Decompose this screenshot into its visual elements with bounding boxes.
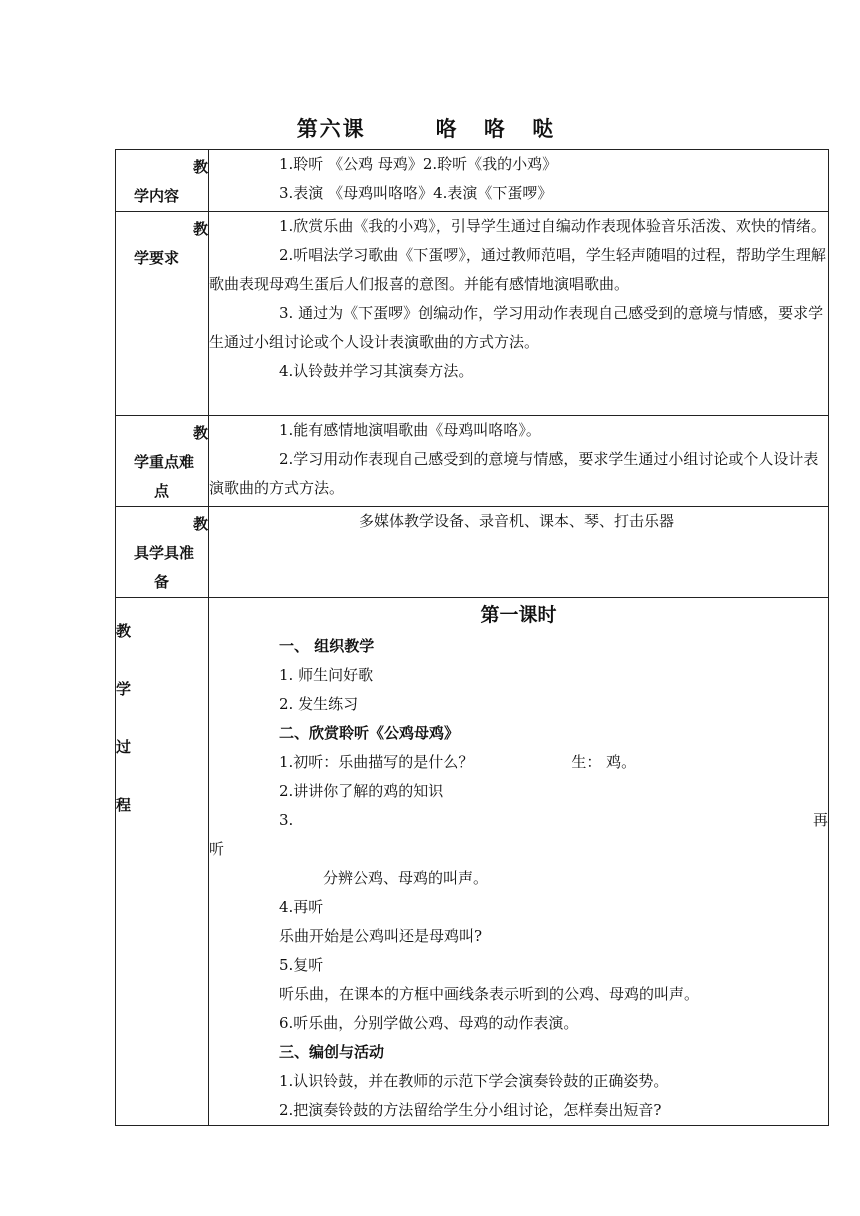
process-text: 乐曲开始是公鸡叫还是母鸡叫? [279, 927, 483, 945]
label-teaching-requirements: 教 学要求 [116, 212, 209, 416]
process-item: 1. 师生问好歌 [279, 666, 374, 684]
section-title: 三、编创与活动 [279, 1043, 385, 1061]
row-teaching-process [116, 598, 829, 1126]
page-title [0, 113, 860, 143]
requirement-paragraph: 3. 通过为《下蛋啰》创编动作，学习用动作表现自己感受到的意境与情感，要求学生通过小组讨论或个人设计表演歌曲的方式方法。 [209, 304, 824, 351]
keypoint-paragraph: 2.学习用动作表现自己感受到的意境与情感，要求学生通过小组讨论或个人设计表演歌曲的方式方法。 [209, 450, 819, 497]
period-title: 第一课时 [480, 604, 557, 626]
process-item: 5.复听 [279, 956, 324, 974]
process-text: 分辨公鸡、母鸡的叫声。 [323, 869, 489, 887]
label-key-points: 教 学重点难 点 [116, 416, 209, 507]
section-title: 二、欣赏聆听《公鸡母鸡》 [279, 724, 460, 742]
cell-teaching-process [209, 598, 829, 1126]
requirement-paragraph: 1.欣赏乐曲《我的小鸡》，引导学生通过自编动作表现体验音乐活泼、欢快的情绪。 [279, 217, 826, 235]
cell-key-points [209, 416, 829, 507]
process-item: 6.听乐曲，分别学做公鸡、母鸡的动作表演。 [279, 1014, 579, 1032]
row-teaching-content [116, 150, 829, 212]
process-item: 2.把演奏铃鼓的方法留给学生分小组讨论，怎样奏出短音? [279, 1101, 662, 1119]
content-line: 1.聆听 《公鸡 母鸡》2.聆听《我的小鸡》 [279, 155, 558, 173]
process-item: 3. 再 [279, 811, 828, 829]
row-teaching-requirements [116, 212, 829, 416]
row-key-points [116, 416, 829, 507]
preparation-text: 多媒体教学设备、录音机、课本、琴、打击乐器 [359, 512, 675, 530]
cell-preparation [209, 507, 829, 598]
process-item: 1.认识铃鼓，并在教师的示范下学会演奏铃鼓的正确姿势。 [279, 1072, 669, 1090]
label-teaching-process: 教 学 过 程 [116, 598, 209, 1126]
requirement-paragraph: 4.认铃鼓并学习其演奏方法。 [279, 362, 474, 380]
content-line: 3.表演 《母鸡叫咯咯》4.表演《下蛋啰》 [279, 184, 553, 202]
cell-teaching-content [209, 150, 829, 212]
label-preparation: 教 具学具准 备 [116, 507, 209, 598]
process-item: 2.讲讲你了解的鸡的知识 [279, 782, 444, 800]
lesson-plan-table [115, 149, 829, 1126]
keypoint-paragraph: 1.能有感情地演唱歌曲《母鸡叫咯咯》。 [279, 421, 541, 439]
lesson-number: 第六课 [296, 117, 366, 141]
row-preparation [116, 507, 829, 598]
cell-teaching-requirements [209, 212, 829, 416]
process-item: 4.再听 [279, 898, 324, 916]
process-item-continued: 听 [209, 840, 225, 858]
process-text: 听乐曲，在课本的方框中画线条表示听到的公鸡、母鸡的叫声。 [279, 985, 700, 1003]
lesson-name: 咯 咯 哒 [435, 117, 564, 141]
label-teaching-content: 教 学内容 [116, 150, 209, 212]
requirement-paragraph: 2.听唱法学习歌曲《下蛋啰》，通过教师范唱，学生轻声随唱的过程，帮助学生理解歌曲表现母鸡生蛋后人们报喜的意图。并能有感情地演唱歌曲。 [209, 246, 826, 293]
section-title: 一、 组织教学 [279, 637, 375, 655]
student-answer: 生： 鸡。 [571, 753, 637, 771]
process-item: 1.初听：乐曲描写的是什么？ 生： 鸡。 [279, 753, 637, 771]
process-item: 2. 发生练习 [279, 695, 359, 713]
